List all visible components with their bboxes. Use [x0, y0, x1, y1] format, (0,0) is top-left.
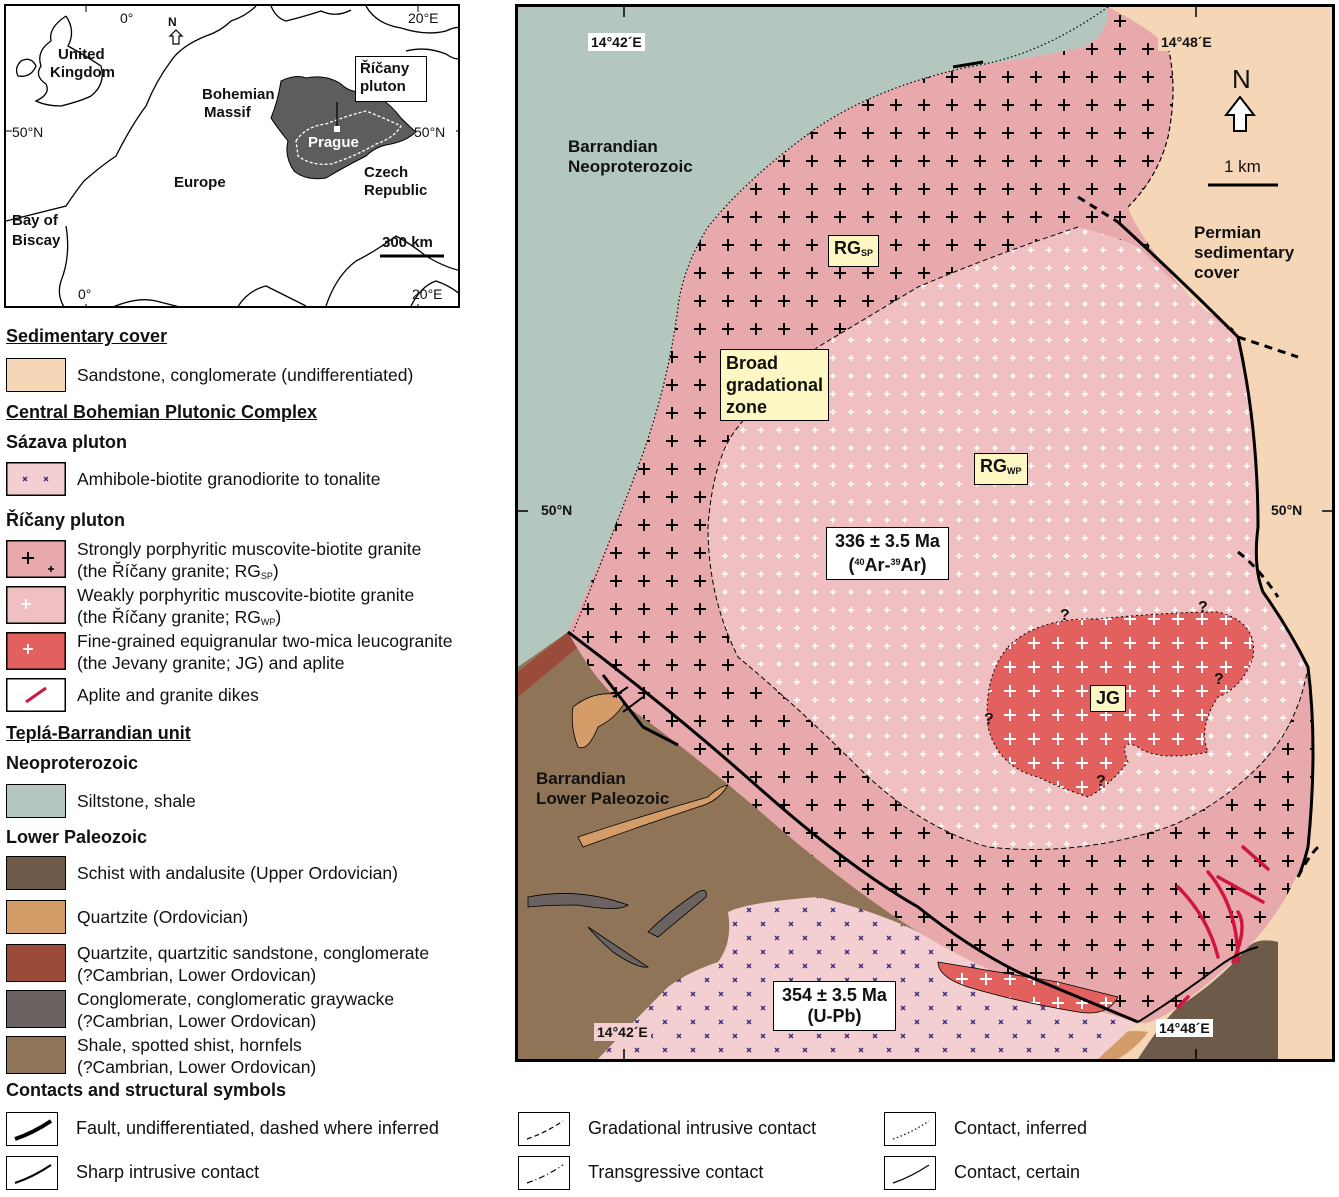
legend-label-sandstone: Sandstone, conglomerate (undifferentiated) [77, 365, 414, 385]
legend-item-quartzite [6, 900, 486, 940]
legend-label-jg-2: (the Jevany granite; JG) and aplite [77, 653, 345, 673]
legend-swatch-jg [6, 632, 66, 670]
map-label-permian-2: sedimentary [1194, 243, 1295, 262]
map-coord-right-mid: 50°N [1268, 501, 1305, 519]
legend-label-sh-2: (?Cambrian, Lower Ordovican) [77, 1057, 317, 1077]
legend-heading-sedimentary: Sedimentary cover [6, 326, 168, 346]
map-question-mark: ? [1198, 599, 1208, 616]
map-label-permian-3: cover [1194, 263, 1240, 282]
map-label-neoprot-2: Neoproterozoic [568, 157, 693, 176]
legend-item-gradational [518, 1112, 868, 1148]
legend-swatch-certain [884, 1156, 936, 1190]
legend-item-jg [6, 632, 526, 676]
legend-label-rgwp-1: Weakly porphyritic muscovite-biotite granite [77, 585, 415, 605]
legend-label-qs-2: (?Cambrian, Lower Ordovican) [77, 965, 317, 985]
inset-coord-bottom-20: 20°E [412, 286, 443, 302]
legend-label-certain: Contact, certain [954, 1162, 1081, 1182]
inset-label-bohemian-2: Massif [204, 104, 251, 121]
inset-coord-bottom-0: 0° [78, 286, 92, 302]
inset-label-bohemian-1: Bohemian [202, 86, 275, 103]
legend-label-siltstone: Siltstone, shale [77, 791, 196, 811]
legend-item-transgressive [518, 1156, 868, 1192]
legend-swatch-conglomerate [6, 990, 66, 1028]
location-inset-map [4, 4, 460, 308]
inset-label-pluton-1: Říčany [360, 60, 410, 77]
legend-item-sandstone [6, 358, 486, 398]
legend-label-fault: Fault, undifferentiated, dashed where inferred [76, 1118, 439, 1138]
legend-label-transgressive: Transgressive contact [588, 1162, 764, 1182]
map-label-lowerpal-2: Lower Paleozoic [536, 789, 670, 808]
legend-item-shale [6, 1036, 506, 1080]
legend-item-sharp [6, 1156, 496, 1192]
legend-item-siltstone [6, 784, 486, 824]
map-question-mark: ? [1096, 773, 1106, 790]
map-label-jg: JG [1090, 685, 1126, 712]
map-age-ar-method: ($^{40}$Ar-$^{39}$Ar) [848, 555, 927, 575]
map-coord-left-mid: 50°N [538, 501, 575, 519]
map-coord-bottom-right: 14°48´E [1156, 1019, 1213, 1037]
inset-label-czech-2: Republic [364, 182, 428, 199]
legend-label-qs-1: Quartzite, quartzitic sandstone, conglomerate [77, 943, 430, 963]
legend-label-sh-1: Shale, spotted shist, hornfels [77, 1035, 302, 1055]
legend-label-inferred: Contact, inferred [954, 1118, 1088, 1138]
inset-scale-label: 300 km [382, 234, 433, 251]
inset-coord-right-50: 50°N [414, 124, 446, 140]
legend-heading-contacts: Contacts and structural symbols [6, 1080, 287, 1100]
map-age-ar-box [826, 527, 949, 580]
legend-item-rgsp [6, 540, 506, 584]
map-coord-top-right: 14°48´E [1158, 33, 1215, 51]
inset-label-europe: Europe [174, 174, 226, 191]
legend-label-rgwp-2: (the Říčany granite; $RG_{WP}$) [77, 607, 282, 627]
legend-swatch-sharp [6, 1156, 58, 1190]
legend-heading-neoprot: Neoproterozoic [6, 753, 139, 773]
legend-swatch-inferred [884, 1112, 936, 1146]
legend-swatch-sazava [6, 462, 66, 496]
map-label-rgwp: $RG_{WP}$ [974, 453, 1028, 485]
legend-swatch-fault [6, 1112, 58, 1146]
map-question-mark: ? [984, 711, 994, 728]
map-question-mark: ? [1060, 607, 1070, 624]
legend-label-schist: Schist with andalusite (Upper Ordovician) [77, 863, 398, 883]
map-north-label: N [1232, 64, 1251, 94]
inset-label-pluton-2: pluton [360, 78, 406, 95]
map-age-upb-box [773, 981, 896, 1031]
map-label-neoprot-1: Barrandian [568, 137, 658, 156]
inset-label-uk-2: Kingdom [50, 64, 115, 81]
map-scale-label: 1 km [1224, 157, 1261, 176]
legend-label-cg-1: Conglomerate, conglomeratic graywacke [77, 989, 395, 1009]
legend-item-inferred [884, 1112, 1124, 1148]
legend-swatch-siltstone [6, 784, 66, 818]
legend-item-quartzite-sandstone [6, 944, 506, 988]
inset-coord-top-20: 20°E [408, 10, 439, 26]
map-label-broad-zone [720, 349, 829, 421]
legend-label-cg-2: (?Cambrian, Lower Ordovican) [77, 1011, 317, 1031]
map-label-lowerpal-1: Barrandian [536, 769, 626, 788]
map-age-ar: 336 ± 3.5 Ma [835, 531, 940, 551]
map-label-broad-2: gradational [726, 375, 824, 395]
legend-swatch-dikes [6, 678, 66, 712]
inset-label-biscay-1: Bay of [12, 212, 58, 229]
geological-map [515, 4, 1335, 1062]
legend-swatch-rgsp [6, 540, 66, 578]
map-age-upb-method: (U-Pb) [807, 1006, 862, 1026]
legend-label-rgsp-1: Strongly porphyritic muscovite-biotite granite [77, 539, 422, 559]
legend-heading-sazava: Sázava pluton [6, 432, 128, 452]
map-coord-bottom-left: 14°42´E [594, 1023, 651, 1041]
legend-heading-lowerpal: Lower Paleozoic [6, 827, 148, 847]
legend-label-sharp: Sharp intrusive contact [76, 1162, 260, 1182]
inset-label-uk-1: United [58, 46, 105, 63]
legend-label-quartzite: Quartzite (Ordovician) [77, 907, 249, 927]
legend-item-certain [884, 1156, 1124, 1192]
legend-label-sazava: Amhibole-biotite granodiorite to tonalite [77, 469, 381, 489]
legend-heading-cbpc: Central Bohemian Plutonic Complex [6, 402, 318, 422]
legend-swatch-rgwp [6, 586, 66, 624]
legend-label-gradational: Gradational intrusive contact [588, 1118, 817, 1138]
legend-heading-ricany: Říčany pluton [6, 510, 126, 530]
legend-label-jg-1: Fine-grained equigranular two-mica leucogranite [77, 631, 453, 651]
legend-item-schist [6, 856, 486, 896]
inset-coord-top-0: 0° [120, 10, 134, 26]
legend-item-fault [6, 1112, 496, 1148]
inset-north-label: N [168, 15, 177, 29]
legend-swatch-sandstone [6, 358, 66, 392]
map-label-broad-1: Broad [726, 353, 779, 373]
inset-label-biscay-2: Biscay [12, 232, 61, 249]
inset-label-prague: Prague [308, 134, 359, 151]
legend-swatch-gradational [518, 1112, 570, 1146]
legend-label-dikes: Aplite and granite dikes [77, 685, 259, 705]
legend-heading-tepla: Teplá-Barrandian unit [6, 723, 191, 743]
legend-label-rgsp-2: (the Říčany granite; $RG_{SP}$) [77, 561, 279, 581]
legend-item-rgwp [6, 586, 506, 630]
map-label-rgsp: $RG_{SP}$ [828, 235, 879, 267]
legend-swatch-quartzite-sandstone [6, 944, 66, 982]
map-question-mark: ? [1214, 671, 1224, 688]
inset-coord-left-50: 50°N [12, 124, 44, 140]
legend-swatch-shale [6, 1036, 66, 1074]
map-coord-top-left: 14°42´E [588, 33, 645, 51]
legend-item-dikes [6, 678, 486, 718]
legend-item-conglomerate [6, 990, 506, 1034]
legend-swatch-schist [6, 856, 66, 890]
legend-item-sazava [6, 462, 486, 502]
inset-label-czech-1: Czech [364, 164, 409, 181]
legend-swatch-transgressive [518, 1156, 570, 1190]
legend-swatch-quartzite [6, 900, 66, 934]
map-label-broad-3: zone [726, 397, 768, 417]
map-label-permian-1: Permian [1194, 223, 1262, 242]
map-age-upb: 354 ± 3.5 Ma [782, 985, 887, 1005]
inset-pluton-box [355, 56, 427, 102]
